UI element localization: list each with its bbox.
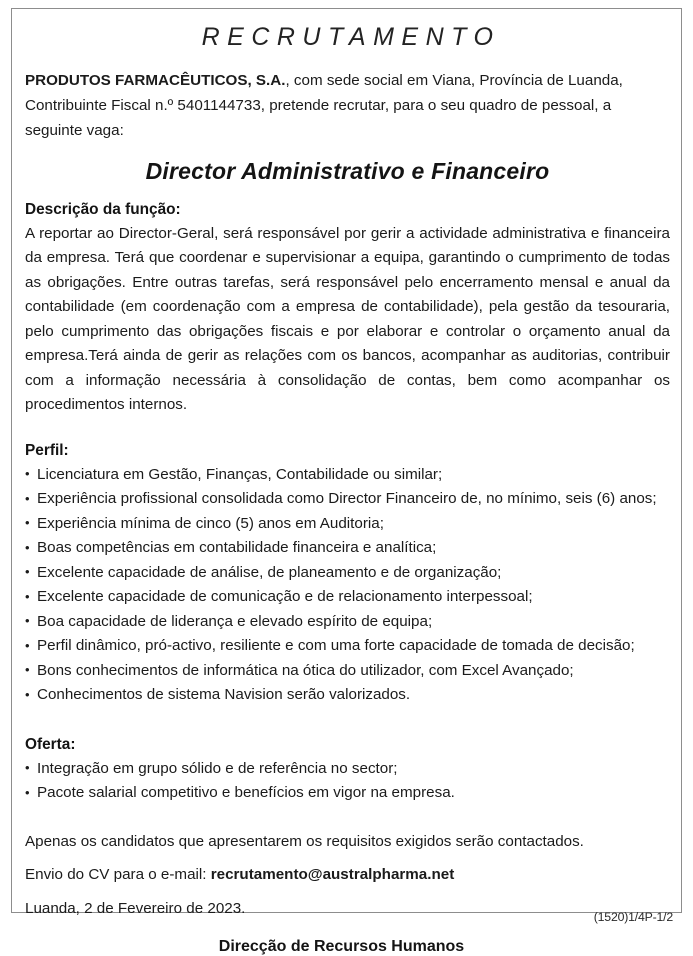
description-body: A reportar ao Director-Geral, será responsável por gerir a actividade administrativa e financeira da empresa. Terá que coordenar e supervisionar a equipa, garantindo o cumprimento de todas as obrigações. Entre outras tarefas, será responsável pelo encerramento mensal e anual da contabilidade (em coordenação com a empresa de contabilidade), pela gestão da tesouraria, pelo cumprimento das obrigações fiscais e por elaborar e controlar o orçamento anual da empresa.Terá ainda de gerir as relações com os bancos, acompanhar as auditorias, contribuir com a informação necessária à consolidação de contas, bem como acompanhar os procedimentos internos. [25,224,670,414]
profile-list [25,463,670,708]
spacer [25,854,670,863]
offer-list [25,757,670,806]
list-item: • Pacote salarial competitivo e benefícios em vigor na empresa. [25,781,670,806]
spacer [25,418,670,438]
intro-paragraph [25,68,670,143]
email-address[interactable]: recrutamento@australpharma.net [210,866,455,884]
section-heading-profile: Perfil: [25,441,69,459]
advertisement-content [12,23,681,956]
company-name: PRODUTOS FARMACÊUTICOS, S.A. [25,71,286,89]
list-item: • Conhecimentos de sistema Navision serão valorizados. [25,683,670,708]
section-heading-description: Descrição da função: [25,200,181,218]
list-item: • Licenciatura em Gestão, Finanças, Contabilidade ou similar; [25,463,670,488]
spacer [25,708,670,732]
list-item: • Bons conhecimentos de informática na ótica do utilizador, com Excel Avançado; [25,659,670,684]
spacer [25,888,670,897]
place-and-date: Luanda, 2 de Fevereiro de 2023. [25,899,246,917]
page-title: RECRUTAMENTO [201,23,501,51]
spacer [25,806,670,830]
list-item: • Experiência profissional consolidada como Director Financeiro de, no mínimo, seis (6) anos; [25,487,670,512]
list-item: • Experiência mínima de cinco (5) anos em Auditoria; [25,512,670,537]
reference-code: (1520)1/4P-1/2 [593,910,673,924]
list-item: • Excelente capacidade de análise, de planeamento e de organização; [25,561,670,586]
list-item: • Perfil dinâmico, pró-activo, resiliente e com uma forte capacidade de tomada de decisão; [25,634,670,659]
list-item: • Integração em grupo sólido e de referência no sector; [25,757,670,782]
email-line-prefix: Envio do CV para o e-mail: [25,866,211,884]
email-line [25,863,670,888]
section-heading-offer: Oferta: [25,735,76,753]
list-item: • Excelente capacidade de comunicação e de relacionamento interpessoal; [25,585,670,610]
advertisement-frame [11,8,682,956]
contact-notice: Apenas os candidatos que apresentarem os requisitos exigidos serão contactados. [25,832,584,850]
job-position-title: Director Administrativo e Financeiro [145,157,550,184]
list-item: • Boas competências em contabilidade financeira e analítica; [25,536,670,561]
intro-remainder: , com sede social em Viana, Província de Luanda, Contribuinte Fiscal n.º 5401144733, pretende recrutar, para o seu quadro de pessoal, a seguinte vaga: [25,71,623,139]
list-item: • Boa capacidade de liderança e elevado espírito de equipa; [25,610,670,635]
signature-department: Direcção de Recursos Humanos [218,938,465,956]
